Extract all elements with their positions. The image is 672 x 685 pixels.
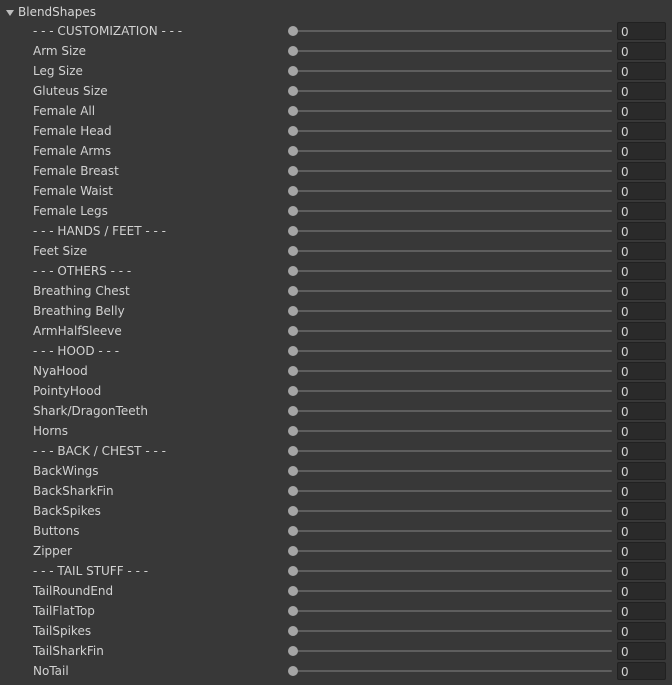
slider-thumb[interactable] — [288, 226, 298, 236]
blendshape-row — [0, 301, 672, 321]
blendshape-label: NoTail — [33, 664, 69, 678]
slider-thumb[interactable] — [288, 546, 298, 556]
blendshape-value-field[interactable] — [617, 22, 666, 40]
blendshape-label: - - - OTHERS - - - — [33, 264, 132, 278]
blendshape-row — [0, 461, 672, 481]
blendshape-value-field[interactable] — [617, 102, 666, 120]
blendshape-row — [0, 41, 672, 61]
slider-track[interactable] — [290, 650, 612, 652]
blendshape-row — [0, 661, 672, 681]
blendshape-value-field[interactable] — [617, 202, 666, 220]
blendshape-label: Female All — [33, 104, 96, 118]
blendshape-value-field[interactable] — [617, 242, 666, 260]
blendshape-slider[interactable] — [288, 581, 612, 601]
blendshape-slider[interactable] — [288, 241, 612, 261]
slider-track[interactable] — [290, 50, 612, 52]
blendshape-value-field[interactable] — [617, 162, 666, 180]
blendshape-value-field[interactable] — [617, 662, 666, 680]
blendshape-slider[interactable] — [288, 101, 612, 121]
slider-track[interactable] — [290, 470, 612, 472]
slider-thumb[interactable] — [288, 526, 298, 536]
slider-thumb[interactable] — [288, 146, 298, 156]
slider-thumb[interactable] — [288, 406, 298, 416]
slider-track[interactable] — [290, 110, 612, 112]
blendshape-slider[interactable] — [288, 121, 612, 141]
blendshape-slider[interactable] — [288, 481, 612, 501]
blendshape-row — [0, 561, 672, 581]
blendshape-label: Shark/DragonTeeth — [33, 404, 148, 418]
blendshape-value-field[interactable] — [617, 302, 666, 320]
slider-track[interactable] — [290, 590, 612, 592]
blendshape-value-field[interactable] — [617, 582, 666, 600]
blendshape-value-field[interactable] — [617, 502, 666, 520]
blendshape-value-field[interactable] — [617, 522, 666, 540]
slider-track[interactable] — [290, 450, 612, 452]
blendshape-label: Feet Size — [33, 244, 88, 258]
blendshape-slider[interactable] — [288, 321, 612, 341]
slider-thumb[interactable] — [288, 286, 298, 296]
blendshape-value-field[interactable] — [617, 462, 666, 480]
blendshape-value-field[interactable] — [617, 602, 666, 620]
slider-track[interactable] — [290, 210, 612, 212]
slider-thumb[interactable] — [288, 326, 298, 336]
blendshape-label: Female Waist — [33, 184, 113, 198]
slider-track[interactable] — [290, 250, 612, 252]
slider-thumb[interactable] — [288, 446, 298, 456]
blendshape-label: Breathing Chest — [33, 284, 130, 298]
slider-thumb[interactable] — [288, 26, 298, 36]
blendshape-label: TailSpikes — [33, 624, 92, 638]
blendshape-row — [0, 361, 672, 381]
blendshape-label: ArmHalfSleeve — [33, 324, 122, 338]
slider-track[interactable] — [290, 570, 612, 572]
slider-thumb[interactable] — [288, 306, 298, 316]
slider-thumb[interactable] — [288, 606, 298, 616]
blendshape-row — [0, 21, 672, 41]
blendshape-label: BackWings — [33, 464, 99, 478]
blendshape-value-field[interactable] — [617, 182, 666, 200]
blendshape-slider[interactable] — [288, 341, 612, 361]
blendshape-row — [0, 221, 672, 241]
blendshape-slider[interactable] — [288, 421, 612, 441]
slider-track[interactable] — [290, 330, 612, 332]
blendshape-label: - - - BACK / CHEST - - - — [33, 444, 166, 458]
blendshape-value-field[interactable] — [617, 642, 666, 660]
blendshape-value-field[interactable] — [617, 382, 666, 400]
slider-thumb[interactable] — [288, 506, 298, 516]
slider-track[interactable] — [290, 310, 612, 312]
slider-track[interactable] — [290, 30, 612, 32]
blendshape-slider[interactable] — [288, 641, 612, 661]
slider-track[interactable] — [290, 90, 612, 92]
blendshape-label: Female Legs — [33, 204, 108, 218]
slider-thumb[interactable] — [288, 46, 298, 56]
blendshape-slider[interactable] — [288, 501, 612, 521]
blendshape-slider[interactable] — [288, 141, 612, 161]
blendshape-value-field[interactable] — [617, 562, 666, 580]
blendshape-row — [0, 481, 672, 501]
blendshape-row — [0, 321, 672, 341]
slider-track[interactable] — [290, 510, 612, 512]
slider-thumb[interactable] — [288, 206, 298, 216]
slider-thumb[interactable] — [288, 586, 298, 596]
slider-track[interactable] — [290, 130, 612, 132]
slider-thumb[interactable] — [288, 426, 298, 436]
blendshape-label: TailSharkFin — [33, 644, 104, 658]
blendshape-value-field[interactable] — [617, 62, 666, 80]
slider-thumb[interactable] — [288, 646, 298, 656]
blendshape-row — [0, 601, 672, 621]
blendshape-row — [0, 101, 672, 121]
foldout-label: BlendShapes — [18, 5, 96, 19]
slider-track[interactable] — [290, 70, 612, 72]
blendshape-label: - - - HANDS / FEET - - - — [33, 224, 167, 238]
blendshape-slider[interactable] — [288, 661, 612, 681]
blendshape-slider[interactable] — [288, 441, 612, 461]
blendshape-slider[interactable] — [288, 281, 612, 301]
blendshape-value-field[interactable] — [617, 282, 666, 300]
slider-track[interactable] — [290, 230, 612, 232]
blendshape-label: Arm Size — [33, 44, 87, 58]
blendshape-slider[interactable] — [288, 81, 612, 101]
blendshape-row — [0, 61, 672, 81]
blendshape-row — [0, 621, 672, 641]
slider-thumb[interactable] — [288, 246, 298, 256]
slider-track[interactable] — [290, 430, 612, 432]
blendshape-label: NyaHood — [33, 364, 88, 378]
slider-track[interactable] — [290, 370, 612, 372]
blendshape-value-field[interactable] — [617, 222, 666, 240]
slider-thumb[interactable] — [288, 666, 298, 676]
blendshape-value-field[interactable] — [617, 442, 666, 460]
blendshape-value-field[interactable] — [617, 542, 666, 560]
blendshape-row — [0, 421, 672, 441]
slider-thumb[interactable] — [288, 66, 298, 76]
blendshape-label: BackSharkFin — [33, 484, 114, 498]
blendshape-value-field[interactable] — [617, 362, 666, 380]
blendshape-value-field[interactable] — [617, 322, 666, 340]
slider-track[interactable] — [290, 150, 612, 152]
slider-thumb[interactable] — [288, 626, 298, 636]
blendshape-row — [0, 541, 672, 561]
slider-track[interactable] — [290, 170, 612, 172]
blendshape-slider[interactable] — [288, 221, 612, 241]
slider-thumb[interactable] — [288, 466, 298, 476]
slider-track[interactable] — [290, 390, 612, 392]
slider-thumb[interactable] — [288, 266, 298, 276]
slider-track[interactable] — [290, 670, 612, 672]
blendshape-label: TailRoundEnd — [33, 584, 114, 598]
slider-track[interactable] — [290, 530, 612, 532]
slider-thumb[interactable] — [288, 346, 298, 356]
blendshape-label: Female Breast — [33, 164, 119, 178]
blendshape-slider[interactable] — [288, 201, 612, 221]
slider-thumb[interactable] — [288, 86, 298, 96]
blendshape-row — [0, 141, 672, 161]
blendshape-label: Gluteus Size — [33, 84, 108, 98]
blendshapes-foldout[interactable] — [0, 2, 672, 22]
blendshape-label: TailFlatTop — [33, 604, 95, 618]
blendshape-row — [0, 241, 672, 261]
blendshape-value-field[interactable] — [617, 342, 666, 360]
blendshape-slider[interactable] — [288, 381, 612, 401]
blendshape-label: - - - CUSTOMIZATION - - - — [33, 24, 183, 38]
blendshape-slider[interactable] — [288, 41, 612, 61]
slider-thumb[interactable] — [288, 386, 298, 396]
blendshape-value-field[interactable] — [617, 122, 666, 140]
blendshape-list — [0, 21, 672, 681]
blendshape-slider[interactable] — [288, 21, 612, 41]
blendshape-row — [0, 341, 672, 361]
blendshape-value-field[interactable] — [617, 402, 666, 420]
blendshape-row — [0, 441, 672, 461]
blendshape-label: PointyHood — [33, 384, 102, 398]
blendshape-value-field[interactable] — [617, 42, 666, 60]
slider-track[interactable] — [290, 190, 612, 192]
blendshape-row — [0, 121, 672, 141]
blendshape-row — [0, 581, 672, 601]
blendshape-row — [0, 641, 672, 661]
blendshape-value-field[interactable] — [617, 482, 666, 500]
blendshape-value-field[interactable] — [617, 262, 666, 280]
blendshape-slider[interactable] — [288, 301, 612, 321]
slider-thumb[interactable] — [288, 486, 298, 496]
blendshape-label: Leg Size — [33, 64, 83, 78]
slider-track[interactable] — [290, 630, 612, 632]
blendshape-row — [0, 521, 672, 541]
blendshape-slider[interactable] — [288, 181, 612, 201]
blendshape-row — [0, 501, 672, 521]
blendshape-row — [0, 181, 672, 201]
blendshape-slider[interactable] — [288, 261, 612, 281]
slider-track[interactable] — [290, 490, 612, 492]
slider-thumb[interactable] — [288, 106, 298, 116]
blendshape-row — [0, 381, 672, 401]
triangle-down-icon[interactable] — [6, 10, 14, 16]
slider-thumb[interactable] — [288, 366, 298, 376]
blendshape-row — [0, 261, 672, 281]
blendshape-label: Zipper — [33, 544, 73, 558]
blendshape-label: Female Head — [33, 124, 112, 138]
slider-track[interactable] — [290, 610, 612, 612]
blendshape-slider[interactable] — [288, 161, 612, 181]
blendshape-row — [0, 81, 672, 101]
blendshape-label: Buttons — [33, 524, 80, 538]
slider-track[interactable] — [290, 290, 612, 292]
blendshape-slider[interactable] — [288, 601, 612, 621]
slider-thumb[interactable] — [288, 166, 298, 176]
blendshape-label: BackSpikes — [33, 504, 101, 518]
blendshape-label: Female Arms — [33, 144, 112, 158]
slider-track[interactable] — [290, 350, 612, 352]
blendshape-slider[interactable] — [288, 461, 612, 481]
blendshape-slider[interactable] — [288, 61, 612, 81]
blendshape-slider[interactable] — [288, 561, 612, 581]
blendshape-slider[interactable] — [288, 621, 612, 641]
blendshape-row — [0, 161, 672, 181]
blendshape-slider[interactable] — [288, 361, 612, 381]
blendshape-value-field[interactable] — [617, 82, 666, 100]
blendshape-value-field[interactable] — [617, 622, 666, 640]
blendshape-row — [0, 281, 672, 301]
blendshape-label: Horns — [33, 424, 68, 438]
blendshape-slider[interactable] — [288, 541, 612, 561]
blendshape-label: Breathing Belly — [33, 304, 125, 318]
blendshape-value-field[interactable] — [617, 422, 666, 440]
slider-track[interactable] — [290, 270, 612, 272]
blendshape-slider[interactable] — [288, 401, 612, 421]
blendshape-label: - - - TAIL STUFF - - - — [33, 564, 149, 578]
slider-thumb[interactable] — [288, 186, 298, 196]
blendshape-row — [0, 201, 672, 221]
slider-track[interactable] — [290, 550, 612, 552]
blendshape-value-field[interactable] — [617, 142, 666, 160]
blendshape-label: - - - HOOD - - - — [33, 344, 120, 358]
blendshape-row — [0, 401, 672, 421]
slider-thumb[interactable] — [288, 126, 298, 136]
slider-track[interactable] — [290, 410, 612, 412]
blendshape-slider[interactable] — [288, 521, 612, 541]
slider-thumb[interactable] — [288, 566, 298, 576]
